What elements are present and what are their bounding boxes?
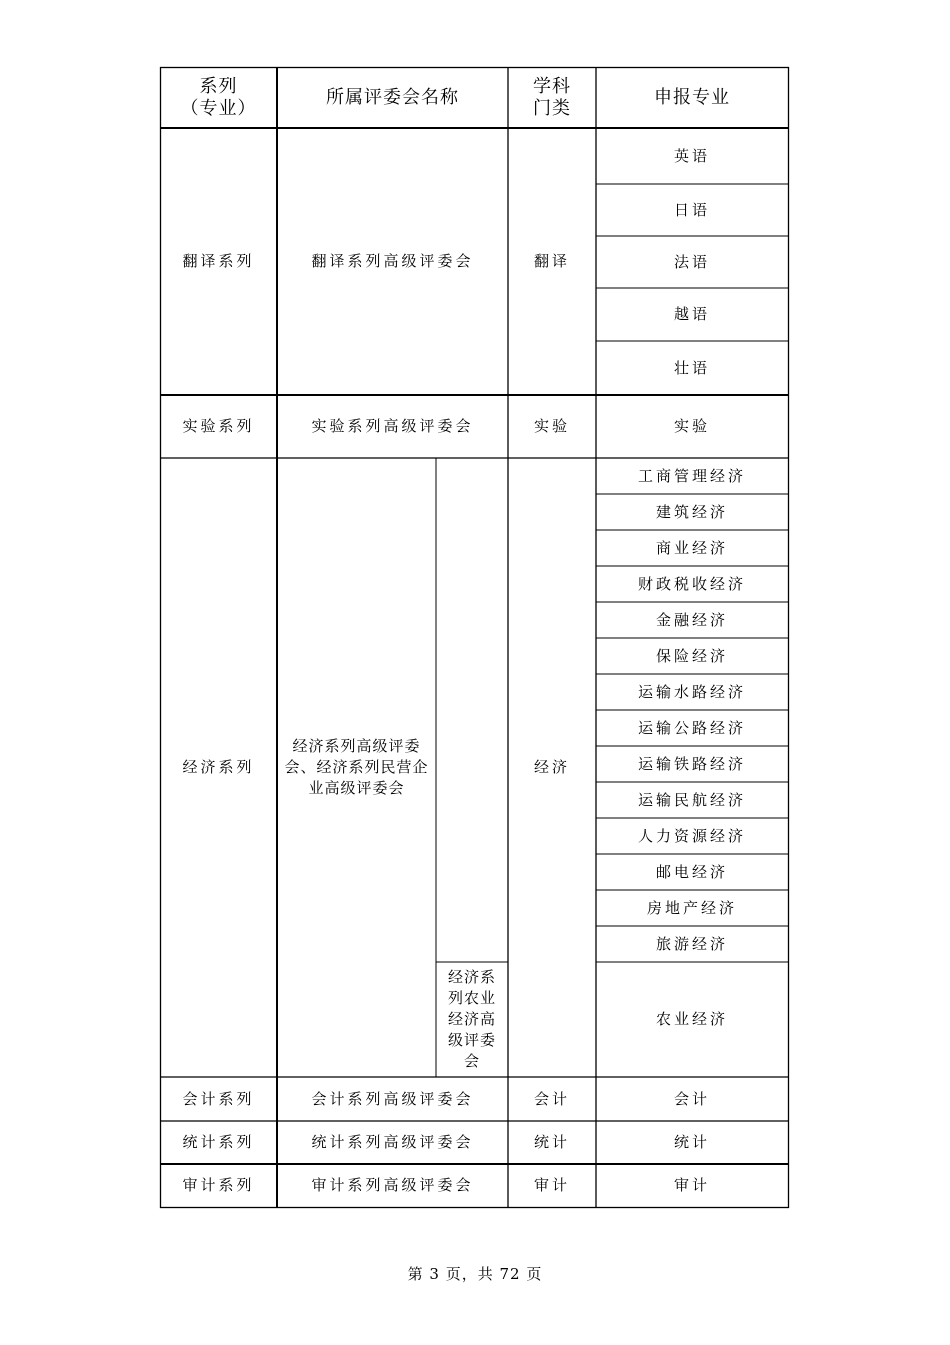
major-cell: 工商管理经济: [637, 466, 746, 485]
economics-agri-committee: 经济系列农业经济高级评委会: [447, 968, 496, 1070]
major-cell: 人力资源经济: [637, 826, 746, 845]
statistics-category: 统计: [533, 1133, 570, 1151]
experiment-category: 实验: [533, 417, 570, 435]
page-number: 第 3 页，共 72 页: [407, 1265, 543, 1283]
audit-series: 审计系列: [182, 1176, 255, 1194]
translation-committee: 翻译系列高级评委会: [311, 252, 474, 270]
major-cell: 运输水路经济: [637, 682, 746, 701]
major-cell: 运输铁路经济: [637, 754, 746, 773]
major-cell: 运输公路经济: [637, 718, 746, 737]
major-cell: 房地产经济: [646, 898, 737, 917]
accounting-category: 会计: [533, 1089, 570, 1108]
audit-category: 审计: [533, 1176, 570, 1194]
major-cell: 运输民航经济: [637, 790, 746, 809]
major-cell: 壮语: [673, 358, 710, 377]
header-series: 系列 （专业）: [180, 75, 257, 119]
major-cell: 邮电经济: [655, 862, 728, 881]
major-cell: 英语: [673, 146, 710, 165]
translation-series: 翻译系列: [182, 252, 255, 270]
accounting-series: 会计系列: [182, 1089, 255, 1108]
economics-category: 经济: [533, 758, 570, 776]
translation-category: 翻译: [533, 252, 570, 270]
major-cell: 财政税收经济: [637, 574, 746, 593]
major-cell: 保险经济: [655, 646, 728, 665]
accounting-committee: 会计系列高级评委会: [311, 1089, 474, 1108]
major-cell: 旅游经济: [655, 934, 728, 953]
header-major: 申报专业: [654, 86, 730, 108]
major-cell: 越语: [673, 305, 710, 323]
major-cell: 建筑经济: [655, 502, 728, 521]
statistics-major: 统计: [673, 1133, 710, 1151]
header-committee: 所属评委会名称: [326, 86, 459, 108]
major-cell: 日语: [673, 200, 710, 219]
header-category: 学科 门类: [533, 75, 571, 119]
statistics-series: 统计系列: [182, 1133, 255, 1151]
major-cell: 农业经济: [655, 1010, 728, 1028]
audit-major: 审计: [673, 1176, 710, 1194]
experiment-major: 实验: [673, 417, 710, 435]
major-cell: 商业经济: [655, 538, 728, 557]
economics-committee: 经济系列高级评委会、经济系列民营企业高级评委会: [284, 737, 429, 797]
experiment-series: 实验系列: [182, 417, 255, 435]
audit-committee: 审计系列高级评委会: [311, 1176, 474, 1194]
major-cell: 金融经济: [655, 610, 728, 629]
statistics-committee: 统计系列高级评委会: [311, 1133, 474, 1151]
major-cell: 法语: [673, 252, 710, 271]
experiment-committee: 实验系列高级评委会: [311, 417, 474, 435]
economics-series: 经济系列: [182, 758, 255, 776]
accounting-major: 会计: [673, 1089, 710, 1108]
